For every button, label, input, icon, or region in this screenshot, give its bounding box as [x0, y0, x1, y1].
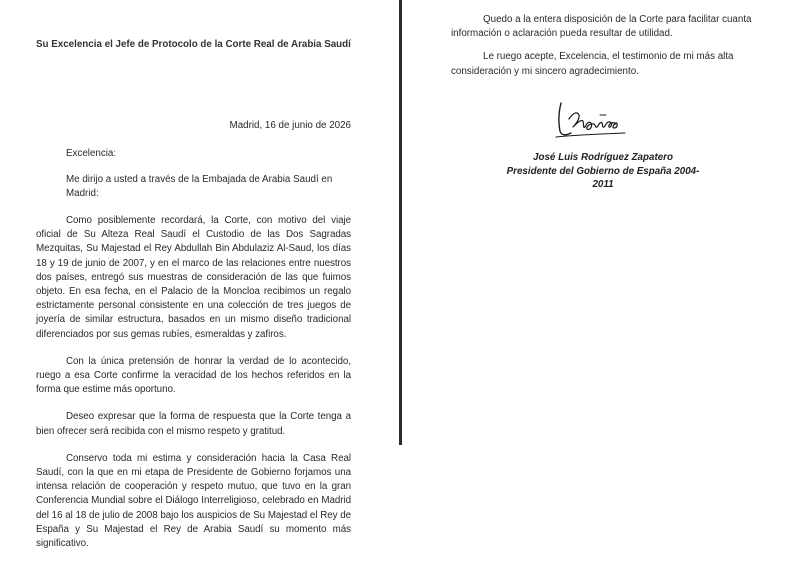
letter-closing-paragraph-1: Quedo a la entera disposición de la Corte para facilitar cuanta información o aclaración pueda resultar de utilidad. [451, 14, 752, 40]
letter-paragraph-4: Conservo toda mi estima y consideración hacia la Casa Real Saudí, con la que en mi etapa de Presidente de Gobierno forjamos una intensa relación de cooperación y respeto mutuo, que tuvo en la gran Conferencia Mundial sobre el Diálogo Interreligioso, celebrado en Madrid del 16 al 18 de julio de 2008 bajo los auspicios de Su Majestad el Rey de España y Su Majestad el Rey de Arabia Saudí su momento más significativo. [36, 452, 351, 550]
letter-page-right [403, 0, 800, 445]
letter-paragraph-2: Con la única pretensión de honrar la verdad de lo acontecido, ruego a esa Corte confirme la veracidad de los hechos referidos en la forma que estime más oportuno. [36, 355, 351, 396]
letter-closing-paragraph-2: Le ruego acepte, Excelencia, el testimonio de mi más alta consideración y mi sincero agradecimiento. [451, 51, 734, 77]
signer-title: Presidente del Gobierno de España 2004-2011 [506, 165, 700, 190]
letter-page-left [0, 0, 398, 550]
page-divider [399, 0, 402, 445]
letter-salutation: Excelencia: [66, 148, 117, 160]
letter-body-right [451, 13, 769, 79]
letter-addressee: Su Excelencia el Jefe de Protocolo de la Corte Real de Arabia Saudí [36, 39, 351, 50]
handwritten-signature-icon [553, 97, 633, 141]
letter-intro: Me dirijo a usted a través de la Embajada de Arabia Saudí en Madrid: [66, 173, 333, 199]
letter-date: Madrid, 16 de junio de 2026 [229, 120, 351, 132]
letter-paragraph-1: Como posiblemente recordará, la Corte, con motivo del viaje oficial de Su Alteza Real Saudí el Custodio de las Dos Sagradas Mezquitas, Su Majestad el Rey Abdullah Bin Abdulaziz Al-Saud, los días 18 y 19 de junio de 2007, y en el marco de las relaciones entre nuestros dos países, entregó sus muestras de consideración de las que fuimos objeto. En esa fecha, en el Palacio de la Moncloa recibimos un regalo estrictamente personal consistente en una colección de tres juegos de joyería de similar estructura, basados en un mismo diseño tradicional diferenciados por sus gemas rubíes, esmeraldas y zafiros. [36, 215, 351, 340]
letter-paragraph-3: Deseo expresar que la forma de respuesta que la Corte tenga a bien ofrecer será recibida con el mismo respeto y gratitud. [36, 411, 351, 437]
letter-body-left [36, 38, 351, 561]
signature-block [503, 151, 703, 192]
signer-name: José Luis Rodríguez Zapatero [533, 152, 673, 163]
